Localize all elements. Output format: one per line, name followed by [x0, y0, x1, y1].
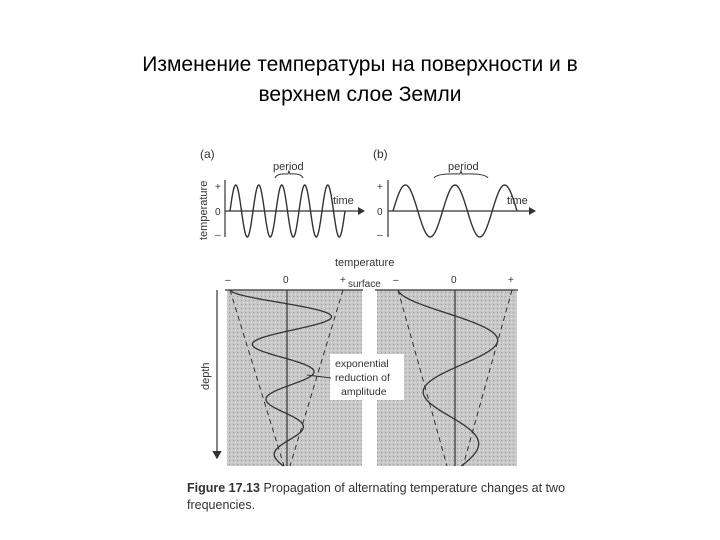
panel-b-tick-zero: 0	[377, 207, 383, 218]
right-depth-tick-plus: +	[508, 275, 514, 286]
panel-a-label: (a)	[200, 147, 215, 161]
caption-figure-label: Figure 17.13	[187, 481, 260, 495]
right-depth-tick-minus: –	[393, 275, 399, 286]
annotation-line-1: exponential	[335, 358, 389, 370]
panel-a-tick-plus: +	[215, 182, 221, 193]
slide-title-line-2: верхнем слое Земли	[258, 83, 462, 106]
panel-a-time-label: time	[333, 195, 354, 207]
panel-b-period-bracket	[434, 171, 488, 178]
slide-title-line-1: Изменение температуры на поверхности и в	[142, 53, 578, 76]
panel-b-label: (b)	[373, 147, 388, 161]
panel-a-time-arrow	[358, 207, 365, 215]
depth-temperature-label: temperature	[335, 257, 395, 269]
left-depth-tick-zero: 0	[283, 275, 289, 286]
caption-text: Propagation of alternating temperature changes at two frequencies.	[187, 481, 566, 512]
panel-b-time-label: time	[507, 195, 528, 207]
slide-title	[60, 50, 660, 110]
panel-a-period-label: period	[273, 161, 304, 173]
panel-a-tick-zero: 0	[215, 207, 221, 218]
left-depth-tick-minus: –	[225, 275, 231, 286]
depth-label: depth	[200, 362, 212, 390]
right-depth-tick-zero: 0	[451, 275, 457, 286]
panel-b-tick-minus: –	[377, 230, 383, 241]
panel-b-time-arrow	[529, 207, 536, 215]
figure-caption	[187, 480, 567, 514]
left-depth-tick-plus: +	[340, 275, 346, 286]
panel-b-tick-plus: +	[377, 182, 383, 193]
annotation-line-2: reduction of	[335, 372, 390, 384]
surface-label: surface	[348, 279, 381, 290]
temperature-axis-label-a: temperature	[198, 180, 210, 240]
annotation-line-3: amplitude	[341, 386, 387, 398]
panel-a-tick-minus: –	[215, 230, 221, 241]
temperature-propagation-figure	[185, 140, 565, 525]
panel-b-period-label: period	[448, 161, 479, 173]
